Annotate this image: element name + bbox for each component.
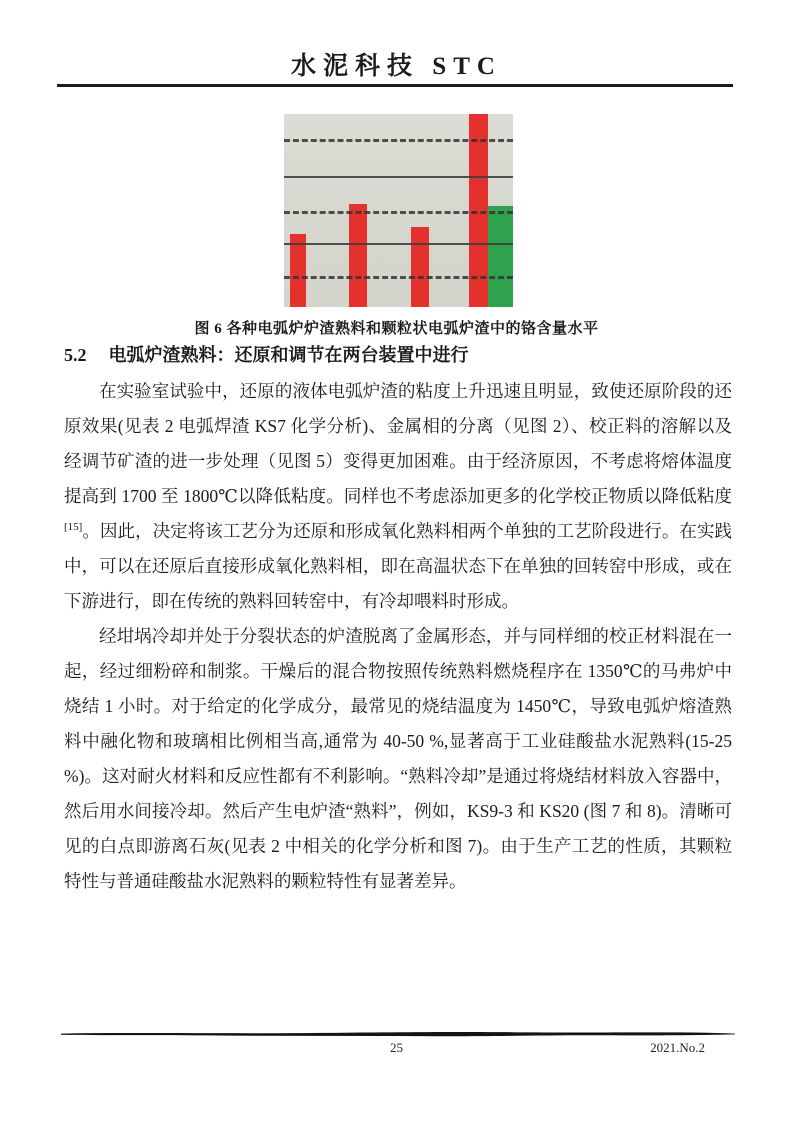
figure-chart-image xyxy=(284,114,513,307)
section-title: 电弧炉渣熟料：还原和调节在两台装置中进行 xyxy=(108,345,469,365)
chart-gridline xyxy=(284,243,513,245)
chart-gridline xyxy=(284,211,513,214)
footer-issue-label: 2021.No.2 xyxy=(650,1040,705,1055)
chart-bar xyxy=(411,227,429,307)
figure-plot xyxy=(284,114,513,307)
figure-caption: 图 6 各种电弧炉炉渣熟料和颗粒状电弧炉渣中的铬含量水平 xyxy=(194,321,599,337)
chart-gridline xyxy=(284,176,513,178)
header-rule xyxy=(57,84,733,87)
footer-page-number: 25 xyxy=(390,1040,403,1055)
chart-gridline xyxy=(284,276,513,279)
footer-decorative-rule xyxy=(61,1029,735,1039)
section-number: 5.2 xyxy=(64,345,87,365)
section-heading xyxy=(64,341,732,367)
chart-bar xyxy=(488,206,513,307)
paragraph-1 xyxy=(64,374,732,619)
chart-bar xyxy=(349,204,367,307)
journal-title: 水泥科技 STC xyxy=(291,53,502,80)
paragraph-1-continuation: 。因此，决定将该工艺分为还原和形成氧化熟料相两个单独的工艺阶段进行。在实践中，可以在还原后直接形成氧化熟料相，即在高温状态下在单独的回转窑中形成，或在下游进行，即在传统的熟料回转窑中，有冷却喂料时形成。 xyxy=(64,521,732,611)
paragraph-2: 经坩埚冷却并处于分裂状态的炉渣脱离了金属形态，并与同样细的校正材料混在一起，经过细粉碎和制浆。干燥后的混合物按照传统熟料燃烧程序在 1350℃的马弗炉中烧结 1 小时。对于给定的化学成分，最常见的烧结温度为 1450℃，导致电弧炉熔渣熟料中融化物和玻璃相比例相当高,通常为 40-50 %,显著高于工业硅酸盐水泥熟料(15-25 %)。这对耐火材料和反应性都有不利影响。“熟料冷却”是通过将烧结材料放入容器中，然后用水间接冷却。然后产生电炉渣“熟料”，例如，KS9-3 和 KS20 (图 7 和 8)。清晰可见的白点即游离石灰(见表 2 中相关的化学分析和图 7)。由于生产工艺的性质，其颗粒特性与普通硅酸盐水泥熟料的颗粒特性有显著差异。 xyxy=(64,626,732,891)
body-text xyxy=(64,374,732,899)
chart-gridline xyxy=(284,139,513,142)
footnote-ref: [15] xyxy=(64,521,83,534)
paragraph-1-text: 在实验室试验中，还原的液体电弧炉渣的粘度上升迅速且明显，致使还原阶段的还原效果(见表 2 电弧焊渣 KS7 化学分析)、金属相的分离（见图 2）、校正料的溶解以及经调节矿渣的进一步处理（见图 5）变得更加困难。由于经济原因，不考虑将熔体温度提高到 1700 至 1800℃以降低粘度。同样也不考虑添加更多的化学校正物质以降低粘度 xyxy=(64,381,732,506)
